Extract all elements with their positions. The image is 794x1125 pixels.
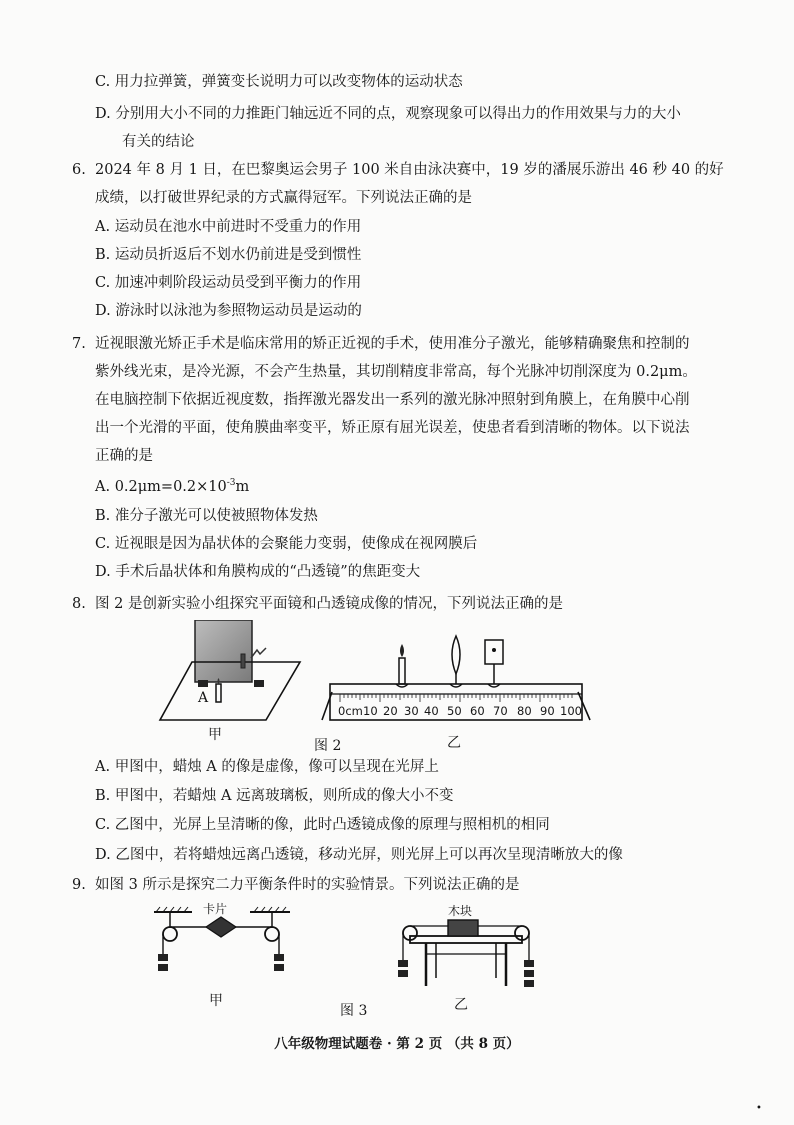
q7-option-c: C. 近视眼是因为晶状体的会聚能力变弱，使像成在视网膜后: [95, 536, 478, 552]
right-weight-2: [274, 964, 284, 971]
right-pulley: [265, 927, 279, 941]
q8-option-d: D. 乙图中，若将蜡烛远离凸透镜，移动光屏，则光屏上可以再次呈现清晰放大的像: [95, 847, 623, 863]
q7-option-a-exponent: -3: [226, 478, 236, 488]
q6-stem-line2: 成绩，以打破世界纪录的方式赢得冠军。下列说法正确的是: [95, 190, 472, 206]
q6-option-c: C. 加速冲刺阶段运动员受到平衡力的作用: [95, 275, 362, 291]
ruler-label-70: 70: [493, 704, 508, 718]
q6-number: 6.: [72, 162, 86, 178]
q7-option-b: B. 准分子激光可以使被照物体发热: [95, 508, 318, 524]
left-weight-1: [158, 954, 168, 961]
ruler-label-100: 100: [560, 704, 582, 718]
table-right-weight-2: [524, 970, 534, 977]
ruler-ticks: [340, 694, 572, 702]
glass-plate: [195, 620, 252, 682]
q6-option-a: A. 运动员在池水中前进时不受重力的作用: [95, 219, 362, 235]
ruler-label-60: 60: [470, 704, 485, 718]
q5-option-d-line2: 有关的结论: [122, 134, 195, 150]
glass-stand-right: [254, 680, 264, 687]
q8-option-c: C. 乙图中，光屏上呈清晰的像，此时凸透镜成像的原理与照相机的相同: [95, 817, 550, 833]
q5-option-c: C. 用力拉弹簧，弹簧变长说明力可以改变物体的运动状态: [95, 74, 463, 90]
table-top: [410, 936, 522, 943]
q7-stem-line1: 近视眼激光矫正手术是临床常用的矫正近视的手术，使用准分子激光，能够精确聚焦和控制的: [95, 336, 690, 352]
q6-stem-line1: 2024 年 8 月 1 日，在巴黎奥运会男子 100 米自由泳决赛中，19 岁的潘展乐游出 46 秒 40 的好: [95, 162, 724, 178]
q7-stem-line5: 正确的是: [95, 448, 153, 464]
q7-stem-line4: 出一个光滑的平面，使角膜曲率变平，矫正原有屈光误差，使患者看到清晰的物体。以下说法: [95, 420, 690, 436]
table-right-weight-1: [524, 960, 534, 967]
ruler-label-40: 40: [424, 704, 439, 718]
q6-option-d: D. 游泳时以泳池为参照物运动员是运动的: [95, 303, 362, 319]
ruler-label-0: 0cm: [338, 704, 363, 718]
page-corner-mark: •: [756, 1103, 762, 1114]
left-pulley: [163, 927, 177, 941]
card: [206, 917, 236, 937]
ruler-label-50: 50: [447, 704, 462, 718]
q7-option-a-unit: m: [235, 479, 250, 495]
convex-lens: [452, 636, 460, 674]
q9-number: 9.: [72, 877, 86, 893]
q7-option-d: D. 手术后晶状体和角膜构成的“凸透镜”的焦距变大: [95, 564, 421, 580]
fig2-left-caption: 甲: [208, 727, 222, 743]
ruler-label-80: 80: [517, 704, 532, 718]
q8-number: 8.: [72, 596, 86, 612]
candle-image: [241, 654, 245, 668]
fig3-right-caption: 乙: [454, 997, 468, 1013]
wood-block: [448, 920, 478, 936]
table-left-weight-2: [398, 970, 408, 977]
left-weight-2: [158, 964, 168, 971]
q8-stem: 图 2 是创新实验小组探究平面镜和凸透镜成像的情况，下列说法正确的是: [95, 596, 563, 612]
table-left-weight-1: [398, 960, 408, 967]
screen-image-dot: [492, 648, 496, 652]
q7-option-a: [95, 477, 249, 497]
block-label: 木块: [448, 904, 473, 918]
q6-option-b: B. 运动员折返后不划水仍前进是受到惯性: [95, 247, 362, 263]
candle-a: [216, 684, 221, 702]
q8-option-a: A. 甲图中，蜡烛 A 的像是虚像，像可以呈现在光屏上: [95, 759, 439, 775]
q7-stem-line2: 紫外线光束，是冷光源，不会产生热量，其切削精度非常高，每个光脉冲切削深度为 0.2μm。: [95, 364, 697, 380]
figure-3-card-setup: [148, 906, 296, 988]
bench-candle: [399, 658, 405, 684]
fig2-label-a: A: [198, 690, 209, 706]
reflection-mark: [251, 648, 266, 658]
fig3-left-caption: 甲: [209, 993, 223, 1009]
ruler-label-10: 10: [363, 704, 378, 718]
fig2-caption: 图 2: [314, 738, 342, 754]
bench-candle-flame: [400, 644, 404, 657]
q7-stem-line3: 在电脑控制下依据近视度数，指挥激光器发出一系列的激光脉冲照射到角膜上，在角膜中心削: [95, 392, 690, 408]
page-footer: 八年级物理试题卷 · 第 2 页 （共 8 页）: [274, 1036, 520, 1052]
q9-stem: 如图 3 所示是探究二力平衡条件时的实验情景。下列说法正确的是: [95, 877, 520, 893]
card-label: 卡片: [203, 902, 228, 916]
figure-2-plane-mirror: [158, 620, 308, 728]
q7-option-a-text: A. 0.2μm=0.2×10: [95, 479, 227, 495]
q5-option-d-line1: D. 分别用大小不同的力推距门轴远近不同的点，观察现象可以得出力的作用效果与力的大小: [95, 106, 681, 122]
fig2-right-caption: 乙: [447, 735, 461, 751]
q8-option-b: B. 甲图中，若蜡烛 A 远离玻璃板，则所成的像大小不变: [95, 788, 454, 804]
figure-3-block-setup: [396, 916, 536, 992]
ruler-label-30: 30: [404, 704, 419, 718]
table-right-weight-3: [524, 980, 534, 987]
right-weight-1: [274, 954, 284, 961]
glass-stand-left: [198, 680, 208, 687]
ruler-label-90: 90: [540, 704, 555, 718]
fig3-caption: 图 3: [340, 1003, 368, 1019]
ruler-label-20: 20: [383, 704, 398, 718]
q7-number: 7.: [72, 336, 86, 352]
